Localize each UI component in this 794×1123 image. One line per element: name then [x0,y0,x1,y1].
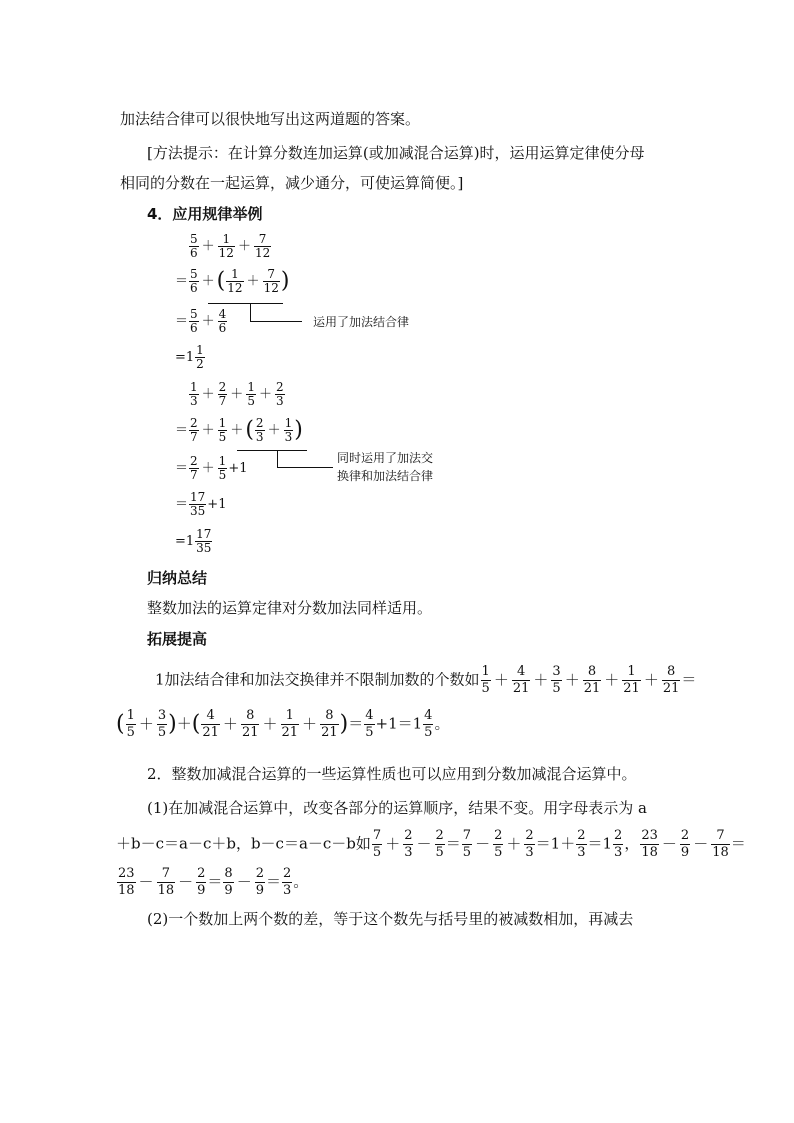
tail-text: +1 [228,461,248,476]
denominator: 5 [372,845,382,860]
whole-number: =1 [175,350,195,365]
denominator: 3 [525,845,534,860]
fraction [189,233,199,260]
numerator: 2 [614,828,623,843]
summary-text: 整数加法的运算定律对分数加法同样适用。 [147,599,433,617]
denominator: 6 [190,321,198,335]
denominator: 3 [577,845,586,860]
denominator: 9 [255,883,264,898]
fraction [613,828,623,861]
denominator: 5 [494,845,503,860]
denominator: 18 [157,883,175,898]
denominator: 35 [190,504,206,518]
fraction [246,381,256,408]
bracket-line [277,450,278,467]
numerator: 2 [680,828,690,843]
example2-line1: $\frac{1}{3}$ ＋ $\frac{2}{7}$ ＋ $\frac{1}{5}$ ＋ $\frac{2}{3}$ [190,380,284,408]
denominator: 21 [512,681,530,696]
numerator: 8 [587,664,597,679]
denominator: 5 [126,725,135,740]
fraction [640,828,659,861]
numerator: 2 [218,380,227,394]
fraction [201,708,220,741]
fraction [157,708,167,741]
numerator: 2 [435,828,444,843]
whole-number: =1 [175,534,195,549]
fraction [254,233,271,260]
fraction [462,828,472,861]
p3-line2: ＋b－c＝a－c＋b，b－c＝a－c－b如 $\frac{7}{5}$ ＋ $\frac{2}{3}$ － $\frac{2}{5}$ ＝ $\frac{7}{5}$ － $\frac{2}{5}$ ＋ $\frac{2}{3}$ ＝1＋ $\frac{2}{3}$ ＝1 $\frac{2}{3}$ ， $\frac{23}{18}$ － $\frac{2}{9}$ － $\frac{7}{18}$ ＝ [116,828,746,860]
denominator: 3 [283,883,292,898]
numerator: 4 [206,708,215,723]
method-tip-line-2: 相同的分数在一起运算，减少通分，可使运算简便。] [120,174,464,192]
example2-line3: ＝ $\frac{2}{7}$ ＋ $\frac{1}{5}$ +1 [175,454,248,482]
denominator: 21 [583,681,601,696]
p3-line3: $\frac{23}{18}$ － $\frac{7}{18}$ － $\frac{2}{9}$ ＝ $\frac{8}{9}$ － $\frac{2}{9}$ ＝ $\frac{2}{3}$ 。 [118,866,309,898]
denominator: 5 [218,430,227,444]
p3-line2-text: ＋b－c＝a－c＋b，b－c＝a－c－b如 [116,834,371,853]
fraction [524,828,534,861]
section4-title: 4．应用规律举例 [147,205,263,223]
numerator: 2 [190,454,198,468]
numerator: 2 [255,866,264,881]
denominator: 6 [218,321,227,335]
denominator: 5 [481,681,490,696]
fraction [263,268,280,295]
denominator: 21 [623,681,640,696]
fraction [241,708,260,741]
denominator: 5 [552,681,561,696]
numerator: 4 [365,708,374,723]
fraction [189,268,199,295]
numerator: 3 [552,664,561,679]
fraction [117,866,136,899]
numerator: 1 [196,343,204,357]
fraction [126,708,136,741]
denominator: 18 [641,845,658,860]
mid-text: ＝1＋ [535,834,576,853]
denominator: 21 [241,725,259,740]
fraction [662,664,681,697]
denominator: 35 [196,541,212,555]
denominator: 5 [462,845,472,860]
example2-line5 [175,528,213,555]
numerator: 1 [285,708,294,723]
numerator: 2 [197,866,206,881]
numerator: 2 [577,828,586,843]
denominator: 3 [275,394,284,408]
numerator: 1 [126,708,135,723]
numerator: 7 [267,267,276,281]
numerator: 7 [462,828,472,843]
fraction [512,664,531,697]
fraction [218,233,235,260]
bracket-line [208,303,283,304]
denominator: 5 [424,725,433,740]
numerator: 2 [190,416,198,430]
end-text: 。 [434,714,450,733]
fraction [481,664,491,697]
fraction [583,664,602,697]
bracket-line [237,450,307,451]
denominator: 21 [321,725,338,740]
tail-text: +1 [207,497,227,512]
denominator: 3 [190,394,198,408]
example2-note-1: 同时运用了加法交 [337,451,434,465]
denominator: 9 [224,883,233,898]
denominator: 12 [218,246,234,260]
fraction [284,417,294,444]
numerator: 2 [275,380,284,394]
numerator: 1 [231,267,239,281]
numerator: 1 [247,380,255,394]
example1-note: 运用了加法结合律 [313,315,410,329]
denominator: 21 [281,725,299,740]
fraction [711,828,730,861]
denominator: 2 [196,357,204,371]
denominator: 18 [712,845,729,860]
fraction [435,828,445,861]
fraction [218,308,228,335]
fraction [189,381,199,408]
numerator: 2 [255,416,264,430]
numerator: 7 [372,828,382,843]
denominator: 6 [190,281,198,295]
fraction [622,664,641,697]
p4-text: (2)一个数加上两个数的差，等于这个数先与括号里的被减数相加，再减去 [147,910,634,928]
denominator: 9 [680,845,690,860]
numerator: 4 [424,708,433,723]
numerator: 8 [246,708,255,723]
example1-line3: ＝ $\frac{5}{6}$ ＋ $\frac{4}{6}$ [175,307,227,335]
fraction [157,866,176,899]
fraction [189,308,199,335]
p1-line1: 1加法结合律和加法交换律并不限制加数的个数如 $\frac{1}{5}$ ＋ $\frac{4}{21}$ ＋ $\frac{3}{5}$ ＋ $\frac{8}{21}$ ＋ $\frac{1}{21}$ ＋ $\frac{8}{21}$ ＝ [155,664,697,696]
bracket-line [250,321,302,322]
fraction [576,828,586,861]
numerator: 7 [161,866,170,881]
denominator: 5 [435,845,444,860]
numerator: 7 [258,232,267,246]
numerator: 8 [325,708,334,723]
denominator: 3 [284,430,293,444]
fraction [255,866,265,899]
denominator: 3 [614,845,623,860]
fraction [493,828,503,861]
p3-line1: (1)在加减混合运算中，改变各部分的运算顺序，结果不变。用字母表示为 a [147,799,647,817]
numerator: 5 [190,307,198,321]
fraction [218,381,228,408]
fraction [423,708,433,741]
example1-line4 [175,344,206,371]
denominator: 7 [190,468,198,482]
denominator: 5 [218,468,227,482]
numerator: 7 [716,828,725,843]
numerator: 2 [283,866,292,881]
fraction [189,455,199,482]
numerator: 2 [494,828,503,843]
numerator: 17 [196,527,212,541]
numerator: 1 [190,380,198,394]
denominator: 12 [254,246,271,260]
fraction [281,708,300,741]
numerator: 4 [516,664,526,679]
end-text: 。 [293,872,309,891]
fraction [195,344,205,371]
fraction [680,828,690,861]
fraction [195,528,212,555]
numerator: 2 [404,828,413,843]
p2-text: 2．整数加减混合运算的一些运算性质也可以应用到分数加减混合运算中。 [147,765,637,783]
numerator: 1 [481,664,490,679]
fraction [189,491,206,518]
denominator: 7 [190,430,198,444]
fraction [218,455,228,482]
numerator: 23 [641,828,658,843]
example1-line1: $\frac{5}{6}$ ＋ $\frac{1}{12}$ ＋ $\frac{7}{12}$ [190,232,271,260]
numerator: 8 [224,866,233,881]
fraction [226,268,243,295]
fraction [364,708,374,741]
numerator: 1 [222,232,231,246]
mid-text: +1＝1 [375,714,423,733]
numerator: 2 [525,828,534,843]
numerator: 5 [190,267,198,281]
fraction [551,664,561,697]
comma: ， [624,834,640,853]
denominator: 5 [157,725,167,740]
example2-line2: ＝ $\frac{2}{7}$ ＋ $\frac{1}{5}$ ＋( $\frac{2}{3}$ ＋ $\frac{1}{3}$ ) [175,416,303,444]
bracket-line [277,467,333,468]
denominator: 12 [227,281,243,295]
example1-line2: ＝ $\frac{5}{6}$ ＋( $\frac{1}{12}$ ＋ $\frac{7}{12}$ ) [175,267,290,295]
numerator: 1 [627,664,636,679]
fraction [320,708,339,741]
numerator: 1 [218,416,227,430]
fraction [372,828,382,861]
fraction [282,866,292,899]
summary-title: 归纳总结 [147,569,208,587]
intro-line: 加法结合律可以很快地写出这两道题的答案。 [120,110,421,128]
numerator: 23 [118,866,135,881]
numerator: 1 [284,416,293,430]
fraction [403,828,413,861]
fraction [196,866,206,899]
denominator: 3 [255,430,264,444]
example2-line4: ＝ $\frac{17}{35}$ +1 [175,490,227,518]
numerator: 8 [666,664,676,679]
denominator: 9 [197,883,206,898]
p1-text: 1加法结合律和加法交换律并不限制加数的个数如 [155,670,480,689]
numerator: 5 [190,232,198,246]
denominator: 3 [404,845,413,860]
denominator: 5 [365,725,374,740]
p1-line2: ( $\frac{1}{5}$ ＋ $\frac{3}{5}$ )＋( $\frac{4}{21}$ ＋ $\frac{8}{21}$ ＋ $\frac{1}{21}$ ＋ $\frac{8}{21}$ )＝ $\frac{4}{5}$ +1＝1 $\frac{4}{5}$ 。 [116,708,450,740]
fraction [223,866,233,899]
bracket-line [250,303,251,321]
fraction [189,417,199,444]
denominator: 12 [263,281,279,295]
numerator: 4 [218,307,227,321]
denominator: 21 [202,725,219,740]
example2-note-2: 换律和加法结合律 [337,469,434,483]
numerator: 17 [190,490,206,504]
denominator: 5 [247,394,255,408]
numerator: 3 [157,708,167,723]
fraction [275,381,285,408]
method-tip-line-1: [方法提示：在计算分数连加运算(或加减混合运算)时，运用运算定律使分母 [147,144,645,162]
denominator: 18 [118,883,135,898]
denominator: 7 [218,394,227,408]
numerator: 1 [218,454,227,468]
fraction [218,417,228,444]
extend-title: 拓展提高 [147,630,208,648]
denominator: 21 [662,681,680,696]
fraction [255,417,265,444]
denominator: 6 [190,246,198,260]
